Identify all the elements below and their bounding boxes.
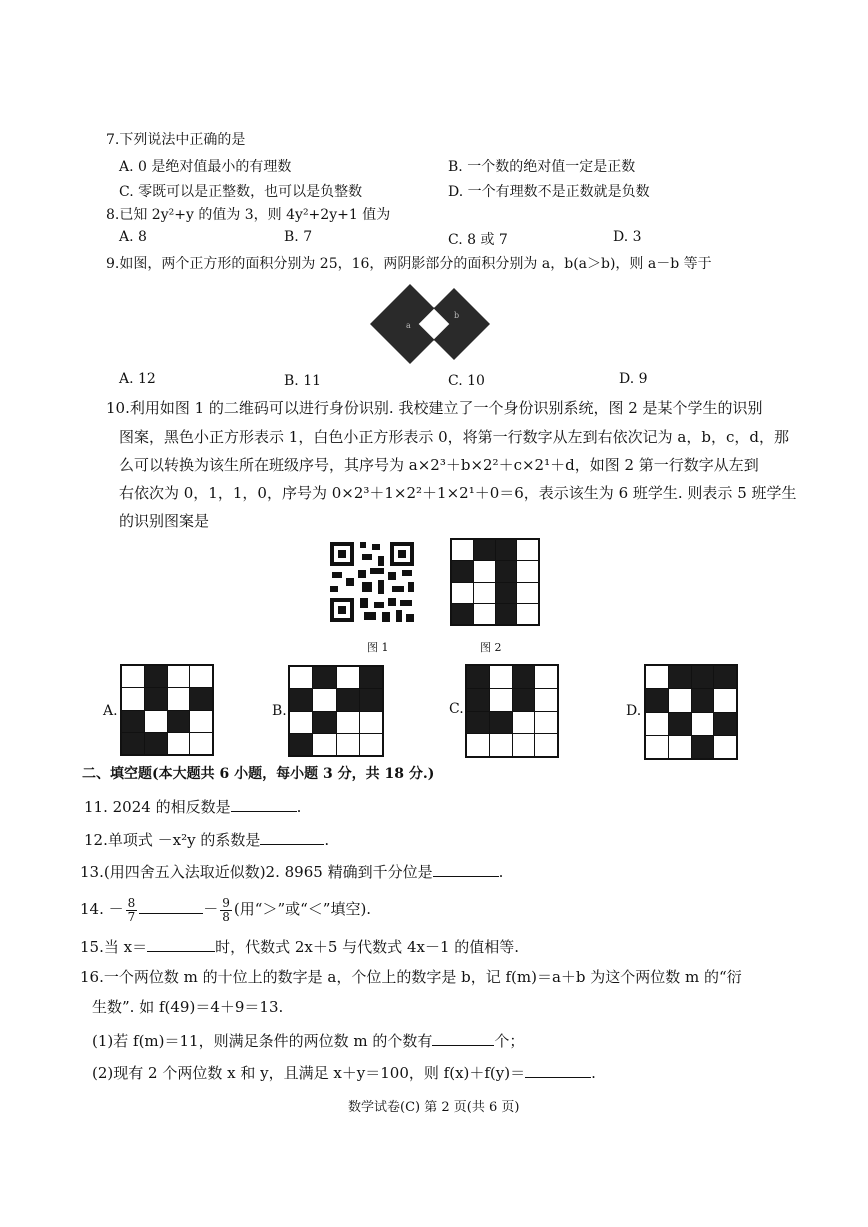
figure-1-caption: 图 1 <box>367 641 389 654</box>
q7-option-c: C. 零既可以是正整数，也可以是负整数 <box>119 184 363 200</box>
q16-part-1-answer-blank[interactable] <box>432 1031 494 1046</box>
option-a-cell <box>145 711 167 732</box>
option-b-cell <box>290 712 312 733</box>
q16-part-2 <box>92 1063 596 1082</box>
q13-end: . <box>498 863 504 881</box>
q12-answer-blank[interactable] <box>260 830 324 845</box>
q10-option-d-label: D. <box>626 703 642 719</box>
q16-part-1-suffix: 个； <box>494 1032 525 1050</box>
q12 <box>84 830 329 849</box>
figure-2-cell <box>452 561 473 581</box>
option-a-cell <box>145 733 167 754</box>
q10-option-b-label: B. <box>272 703 287 719</box>
option-b-cell <box>313 712 335 733</box>
option-c-cell <box>535 712 557 734</box>
q14-instruction: (用“＞”或“＜”填空). <box>233 900 372 918</box>
q10-option-c-label: C. <box>449 701 464 717</box>
option-b-cell <box>360 712 382 733</box>
figure-2-cell <box>517 604 538 624</box>
figure-2-cell <box>517 561 538 581</box>
option-d-cell <box>669 736 691 758</box>
option-d-cell <box>714 736 736 758</box>
figure-2-grid <box>450 538 540 626</box>
q9-option-d: D. 9 <box>619 371 648 387</box>
option-c-cell <box>535 689 557 711</box>
q8-stem: 8.已知 2y²+y 的值为 3，则 4y²+2y+1 值为 <box>106 207 391 223</box>
option-d-cell <box>669 713 691 735</box>
option-a-cell <box>145 688 167 709</box>
option-c-cell <box>513 734 535 756</box>
q10-line-4: 右依次为 0，1，1，0，序号为 0×2³＋1×2²＋1×2¹＋0＝6，表示该生为 6 班学生. 则表示 5 班学生 <box>119 484 797 502</box>
figure-2-cell <box>474 583 495 603</box>
option-b-cell <box>337 712 359 733</box>
q10-line-3: 么可以转换为该生所在班级序号，其序号为 a×2³＋b×2²＋c×2¹＋d，如图 2 第一行数字从左到 <box>119 456 759 474</box>
option-c-cell <box>467 712 489 734</box>
option-c-cell <box>467 689 489 711</box>
option-d-cell <box>714 713 736 735</box>
q16-part-2-suffix: . <box>591 1064 596 1082</box>
q10-line-1: 10.利用如图 1 的二维码可以进行身份识别. 我校建立了一个身份识别系统，图 2 是某个学生的识别 <box>106 399 763 417</box>
q10-option-d-grid <box>644 664 738 760</box>
q8-option-b: B. 7 <box>284 229 313 245</box>
option-a-cell <box>122 666 144 687</box>
q10-line-5: 的识别图案是 <box>119 512 210 530</box>
option-b-cell <box>337 734 359 755</box>
option-a-cell <box>122 688 144 709</box>
option-d-cell <box>646 713 668 735</box>
q7-option-a: A. 0 是绝对值最小的有理数 <box>119 159 292 175</box>
q13 <box>80 862 503 881</box>
figure-2-cell <box>474 540 495 560</box>
q9-option-b: B. 11 <box>284 373 322 389</box>
option-b-cell <box>290 689 312 710</box>
q16-part-2-text: (2)现有 2 个两位数 x 和 y，且满足 x＋y＝100，则 f(x)＋f(y)＝ <box>92 1064 526 1082</box>
q16-line-1: 16.一个两位数 m 的十位上的数字是 a，个位上的数字是 b，记 f(m)＝a＋b 为这个两位数 m 的“衍 <box>80 968 742 986</box>
option-d-cell <box>646 689 668 711</box>
q10-option-a-label: A. <box>103 703 118 719</box>
q16-line-2: 生数”. 如 f(49)＝4＋9＝13. <box>92 998 284 1016</box>
q14-fraction-2: $\frac{9}{8}$ <box>222 895 230 924</box>
q10-line-2: 图案，黑色小正方形表示 1，白色小正方形表示 0，将第一行数字从左到右依次记为 a，b，c，d，那 <box>119 428 789 446</box>
option-d-cell <box>692 666 714 688</box>
option-a-cell <box>122 733 144 754</box>
option-b-cell <box>360 689 382 710</box>
option-c-cell <box>513 712 535 734</box>
option-a-cell <box>190 733 212 754</box>
option-d-cell <box>692 736 714 758</box>
option-a-cell <box>190 711 212 732</box>
option-b-cell <box>313 667 335 688</box>
q15-prefix: 15.当 x＝ <box>80 938 148 956</box>
q10-option-b-grid <box>288 665 384 757</box>
figure-2-cell <box>496 604 517 624</box>
q14-answer-blank[interactable] <box>139 899 203 914</box>
option-b-cell <box>313 689 335 710</box>
option-d-cell <box>692 713 714 735</box>
q14-fraction-1: $\frac{8}{7}$ <box>127 895 136 924</box>
figure-2-cell <box>452 604 473 624</box>
q9-option-c: C. 10 <box>448 373 485 389</box>
option-b-cell <box>337 689 359 710</box>
q14-prefix: 14. － <box>80 900 124 918</box>
q12-end: . <box>324 831 330 849</box>
option-a-cell <box>168 688 190 709</box>
option-c-cell <box>513 689 535 711</box>
q7-option-d: D. 一个有理数不是正数就是负数 <box>448 184 650 200</box>
section-2-title: 二、填空题(本大题共 6 小题，每小题 3 分，共 18 分.) <box>82 766 435 782</box>
q15 <box>80 937 519 956</box>
q11 <box>84 797 301 816</box>
figure-2-cell <box>452 540 473 560</box>
option-d-cell <box>646 666 668 688</box>
q10-option-a-grid <box>120 664 214 756</box>
q10-option-c-grid <box>465 664 559 758</box>
q16-part-1-text: (1)若 f(m)＝11，则满足条件的两位数 m 的个数有 <box>92 1032 433 1050</box>
q9-option-a: A. 12 <box>119 371 156 387</box>
figure-2-cell <box>452 583 473 603</box>
q11-text: 11. 2024 的相反数是 <box>84 798 231 816</box>
option-d-cell <box>669 689 691 711</box>
figure-2-cell <box>474 561 495 581</box>
q7-option-b: B. 一个数的绝对值一定是正数 <box>448 159 636 175</box>
q14-minus: － <box>203 900 219 918</box>
q11-end: . <box>296 798 302 816</box>
option-c-cell <box>490 734 512 756</box>
figure-2-cell <box>517 583 538 603</box>
option-a-cell <box>168 711 190 732</box>
option-d-cell <box>714 689 736 711</box>
option-b-cell <box>313 734 335 755</box>
option-d-cell <box>669 666 691 688</box>
q9-stem: 9.如图，两个正方形的面积分别为 25，16，两阴影部分的面积分别为 a，b(a＞b)，则 a－b 等于 <box>106 256 712 272</box>
option-c-cell <box>467 734 489 756</box>
option-a-cell <box>122 711 144 732</box>
q15-answer-blank[interactable] <box>147 937 215 952</box>
q8-option-c: C. 8 或 7 <box>448 232 508 248</box>
q7-stem: 7.下列说法中正确的是 <box>106 132 246 148</box>
figure-2-cell <box>496 540 517 560</box>
q9-label-a: a <box>406 321 411 330</box>
option-b-cell <box>360 734 382 755</box>
page-footer: 数学试卷(C) 第 2 页(共 6 页) <box>348 1100 520 1115</box>
option-c-cell <box>513 666 535 688</box>
q12-text: 12.单项式 －x²y 的系数是 <box>84 831 261 849</box>
option-b-cell <box>360 667 382 688</box>
q14 <box>80 892 371 926</box>
figure-2-cell <box>474 604 495 624</box>
q11-answer-blank[interactable] <box>231 797 297 812</box>
option-d-cell <box>646 736 668 758</box>
option-c-cell <box>490 712 512 734</box>
option-c-cell <box>490 689 512 711</box>
q16-part-2-answer-blank[interactable] <box>525 1063 591 1078</box>
q8-option-d: D. 3 <box>613 229 642 245</box>
option-b-cell <box>337 667 359 688</box>
option-d-cell <box>692 689 714 711</box>
option-a-cell <box>190 688 212 709</box>
option-d-cell <box>714 666 736 688</box>
figure-2-cell <box>517 540 538 560</box>
option-c-cell <box>535 666 557 688</box>
option-b-cell <box>290 734 312 755</box>
option-c-cell <box>490 666 512 688</box>
option-a-cell <box>190 666 212 687</box>
q13-text: 13.(用四舍五入法取近似数)2. 8965 精确到千分位是 <box>80 863 433 881</box>
option-c-cell <box>467 666 489 688</box>
figure-2-cell <box>496 583 517 603</box>
option-a-cell <box>168 666 190 687</box>
q13-answer-blank[interactable] <box>433 862 499 877</box>
q15-suffix: 时，代数式 2x＋5 与代数式 4x－1 的值相等. <box>215 938 520 956</box>
qr-code-image <box>328 540 416 624</box>
option-a-cell <box>168 733 190 754</box>
q16-part-1 <box>92 1031 524 1050</box>
q8-option-a: A. 8 <box>119 229 147 245</box>
q9-label-b: b <box>454 311 460 320</box>
option-b-cell <box>290 667 312 688</box>
q9-squares-figure <box>368 282 496 366</box>
option-a-cell <box>145 666 167 687</box>
option-c-cell <box>535 734 557 756</box>
figure-2-caption: 图 2 <box>480 641 502 654</box>
figure-2-cell <box>496 561 517 581</box>
